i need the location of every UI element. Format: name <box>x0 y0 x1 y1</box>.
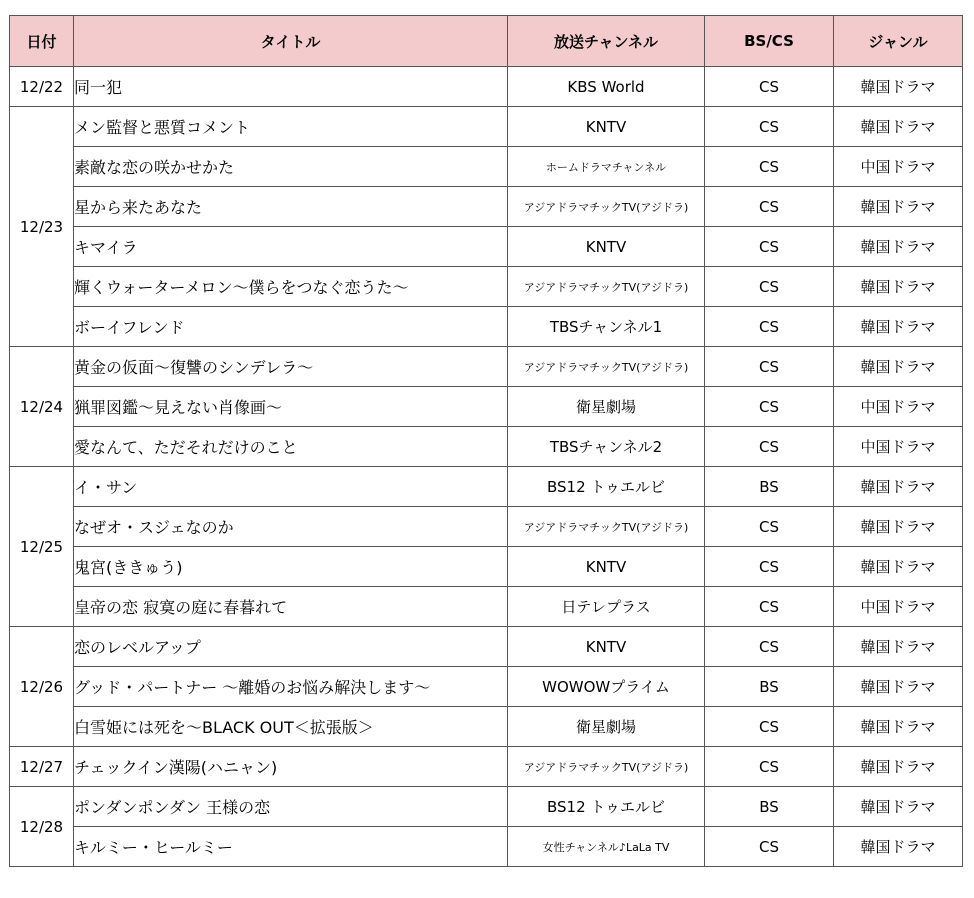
genre-cell: 韓国ドラマ <box>834 347 963 387</box>
title-cell: 星から来たあなた <box>74 187 508 227</box>
bscs-cell: CS <box>705 67 834 107</box>
bscs-cell: CS <box>705 427 834 467</box>
table-row <box>10 347 963 387</box>
channel-cell: KBS World <box>508 67 705 107</box>
title-cell: 素敵な恋の咲かせかた <box>74 147 508 187</box>
genre-cell: 韓国ドラマ <box>834 467 963 507</box>
genre-cell: 韓国ドラマ <box>834 227 963 267</box>
channel-cell: アジアドラマチックTV(アジドラ) <box>508 347 705 387</box>
channel-cell: アジアドラマチックTV(アジドラ) <box>508 747 705 787</box>
title-cell: イ・サン <box>74 467 508 507</box>
date-cell: 12/24 <box>10 347 74 467</box>
title-cell: ポンダンポンダン 王様の恋 <box>74 787 508 827</box>
genre-cell: 韓国ドラマ <box>834 507 963 547</box>
bscs-cell: CS <box>705 587 834 627</box>
channel-cell: ホームドラマチャンネル <box>508 147 705 187</box>
genre-cell: 韓国ドラマ <box>834 187 963 227</box>
table-row <box>10 467 963 507</box>
header-row <box>10 16 963 67</box>
channel-cell: BS12 トゥエルビ <box>508 787 705 827</box>
bscs-cell: BS <box>705 787 834 827</box>
date-cell: 12/25 <box>10 467 74 627</box>
genre-cell: 韓国ドラマ <box>834 547 963 587</box>
channel-cell: アジアドラマチックTV(アジドラ) <box>508 507 705 547</box>
bscs-cell: BS <box>705 667 834 707</box>
channel-cell: 衛星劇場 <box>508 707 705 747</box>
bscs-cell: CS <box>705 187 834 227</box>
table-row <box>10 547 963 587</box>
table-row <box>10 627 963 667</box>
table-row <box>10 227 963 267</box>
table-row <box>10 67 963 107</box>
title-cell: チェックイン漢陽(ハニャン) <box>74 747 508 787</box>
bscs-cell: CS <box>705 547 834 587</box>
title-cell: 黄金の仮面～復讐のシンデレラ～ <box>74 347 508 387</box>
date-cell: 12/26 <box>10 627 74 747</box>
header-channel: 放送チャンネル <box>508 16 705 67</box>
table-row <box>10 747 963 787</box>
table-row <box>10 787 963 827</box>
channel-cell: 女性チャンネル♪LaLa TV <box>508 827 705 867</box>
title-cell: 皇帝の恋 寂寞の庭に春暮れて <box>74 587 508 627</box>
title-cell: メン監督と悪質コメント <box>74 107 508 147</box>
genre-cell: 韓国ドラマ <box>834 747 963 787</box>
channel-cell: TBSチャンネル2 <box>508 427 705 467</box>
genre-cell: 韓国ドラマ <box>834 67 963 107</box>
channel-cell: KNTV <box>508 547 705 587</box>
date-cell: 12/28 <box>10 787 74 867</box>
table-row <box>10 187 963 227</box>
header-genre: ジャンル <box>834 16 963 67</box>
bscs-cell: CS <box>705 307 834 347</box>
date-cell: 12/23 <box>10 107 74 347</box>
channel-cell: BS12 トゥエルビ <box>508 467 705 507</box>
title-cell: ボーイフレンド <box>74 307 508 347</box>
table-row <box>10 147 963 187</box>
channel-cell: KNTV <box>508 227 705 267</box>
bscs-cell: CS <box>705 267 834 307</box>
bscs-cell: CS <box>705 507 834 547</box>
bscs-cell: CS <box>705 707 834 747</box>
channel-cell: 日テレプラス <box>508 587 705 627</box>
genre-cell: 韓国ドラマ <box>834 107 963 147</box>
genre-cell: 中国ドラマ <box>834 587 963 627</box>
bscs-cell: CS <box>705 387 834 427</box>
genre-cell: 中国ドラマ <box>834 387 963 427</box>
bscs-cell: BS <box>705 467 834 507</box>
title-cell: 猟罪図鑑～見えない肖像画～ <box>74 387 508 427</box>
schedule-body <box>10 67 963 867</box>
table-row <box>10 387 963 427</box>
genre-cell: 韓国ドラマ <box>834 267 963 307</box>
title-cell: 同一犯 <box>74 67 508 107</box>
genre-cell: 韓国ドラマ <box>834 667 963 707</box>
title-cell: 恋のレベルアップ <box>74 627 508 667</box>
table-row <box>10 667 963 707</box>
title-cell: 鬼宮(ききゅう) <box>74 547 508 587</box>
header-title: タイトル <box>74 16 508 67</box>
title-cell: グッド・パートナー ～離婚のお悩み解決します～ <box>74 667 508 707</box>
channel-cell: TBSチャンネル1 <box>508 307 705 347</box>
bscs-cell: CS <box>705 147 834 187</box>
genre-cell: 韓国ドラマ <box>834 627 963 667</box>
table-row <box>10 707 963 747</box>
bscs-cell: CS <box>705 227 834 267</box>
channel-cell: アジアドラマチックTV(アジドラ) <box>508 187 705 227</box>
table-row <box>10 587 963 627</box>
table-row <box>10 107 963 147</box>
table-row <box>10 427 963 467</box>
bscs-cell: CS <box>705 347 834 387</box>
channel-cell: 衛星劇場 <box>508 387 705 427</box>
genre-cell: 中国ドラマ <box>834 147 963 187</box>
title-cell: キマイラ <box>74 227 508 267</box>
table-row <box>10 507 963 547</box>
genre-cell: 韓国ドラマ <box>834 307 963 347</box>
header-bscs: BS/CS <box>705 16 834 67</box>
channel-cell: WOWOWプライム <box>508 667 705 707</box>
channel-cell: KNTV <box>508 107 705 147</box>
table-row <box>10 827 963 867</box>
genre-cell: 韓国ドラマ <box>834 707 963 747</box>
genre-cell: 中国ドラマ <box>834 427 963 467</box>
table-row <box>10 307 963 347</box>
genre-cell: 韓国ドラマ <box>834 827 963 867</box>
title-cell: 輝くウォーターメロン～僕らをつなぐ恋うた～ <box>74 267 508 307</box>
channel-cell: KNTV <box>508 627 705 667</box>
date-cell: 12/22 <box>10 67 74 107</box>
channel-cell: アジアドラマチックTV(アジドラ) <box>508 267 705 307</box>
title-cell: キルミー・ヒールミー <box>74 827 508 867</box>
title-cell: なぜオ・スジェなのか <box>74 507 508 547</box>
bscs-cell: CS <box>705 827 834 867</box>
bscs-cell: CS <box>705 747 834 787</box>
title-cell: 愛なんて、ただそれだけのこと <box>74 427 508 467</box>
header-date: 日付 <box>10 16 74 67</box>
bscs-cell: CS <box>705 627 834 667</box>
table-row <box>10 267 963 307</box>
bscs-cell: CS <box>705 107 834 147</box>
title-cell: 白雪姫には死を～BLACK OUT＜拡張版＞ <box>74 707 508 747</box>
genre-cell: 韓国ドラマ <box>834 787 963 827</box>
date-cell: 12/27 <box>10 747 74 787</box>
schedule-table <box>9 15 963 867</box>
